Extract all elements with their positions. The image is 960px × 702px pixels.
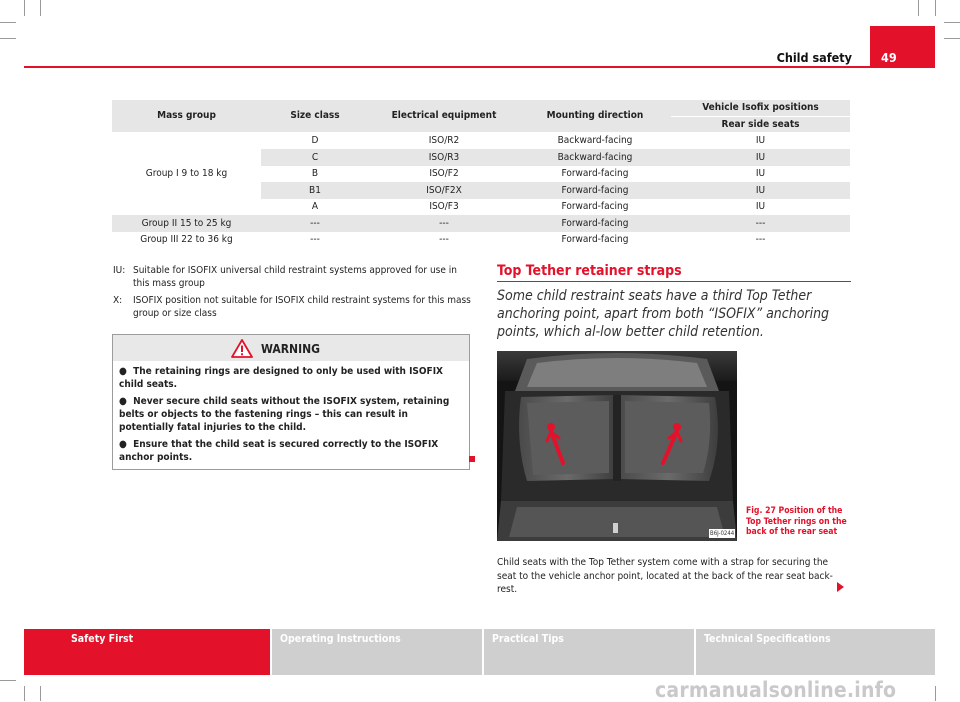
section-title: Top Tether retainer straps [497,263,682,279]
legend-item [113,264,473,290]
table-cell: IU [671,149,850,166]
table-cell: Forward-facing [519,182,671,199]
legend-item [113,294,473,320]
figure-code: B6J-0244 [710,530,735,537]
table-cell: IU [755,168,766,180]
table-cell: Forward-facing [519,215,671,232]
crop-mark [40,686,41,701]
warning-body [113,361,469,464]
tab-technical-specifications[interactable]: Technical Specifications [696,629,935,675]
crop-mark [944,22,960,23]
group-1-label: Group I 9 to 18 kg [112,132,261,215]
legend-key: IU: [113,265,126,276]
crop-mark [935,0,936,16]
crop-mark [918,0,919,16]
table-row [112,215,850,232]
crop-mark [0,680,16,681]
section-end-marker [469,456,475,462]
table-row [112,232,850,249]
table-cell: Forward-facing [561,201,629,213]
table-cell: A [311,201,319,213]
table-cell: ISO/F3 [429,201,459,213]
crop-mark [944,38,960,39]
section-intro: Some child restraint seats have a third Top Tether anchoring point, apart from both “ISOFIX” anchoring points, which al-low better child retention. [497,288,830,340]
continue-arrow-icon [837,582,844,592]
page-number-box [870,26,935,68]
watermark: carmanualsonline.info [655,678,897,702]
table-cell: C [261,149,369,166]
group-2-label: Group II 15 to 25 kg [112,215,261,232]
header-mounting-direction: Mounting direction [519,100,671,132]
legend-text: ISOFIX position not suitable for ISOFIX child restraint systems for this mass group or size class [133,295,471,319]
crop-mark [24,0,25,16]
header-mass-group: Mass group [112,100,261,132]
table-cell: IU [755,135,766,147]
crop-mark [0,22,16,23]
footer-chapter-tabs [24,629,935,675]
isofix-table [112,100,850,248]
table-cell: --- [671,215,850,232]
warning-triangle-icon [231,339,253,362]
header-rule [24,66,870,68]
page-number: 49 [881,50,897,65]
table-cell: ISO/R3 [369,149,519,166]
table-cell: --- [310,234,320,246]
table-cell: --- [439,234,449,246]
page-header-title: Child safety [776,50,852,65]
table-cell: D [311,135,319,147]
section-rule [497,281,851,282]
table-cell: Forward-facing [561,168,629,180]
table-cell: B [311,168,319,180]
warning-box [112,334,470,470]
warning-item: ● Never secure child seats without the ISOFIX system, retaining belts or objects to the fastening rings – this can result in potentially fatal injuries to the child. [119,396,450,433]
legend-key: X: [113,295,123,306]
table-cell: --- [369,215,519,232]
tab-operating-instructions[interactable]: Operating Instructions [272,629,482,675]
table-cell: ISO/F2X [369,182,519,199]
table-cell: IU [755,201,766,213]
crop-mark [24,686,25,701]
figure-rear-seat-image [497,351,737,541]
header-rear-side-seats: Rear side seats [671,116,850,132]
header-vehicle-isofix: Vehicle Isofix positions [671,100,850,116]
table-cell: --- [261,215,369,232]
section-body: Child seats with the Top Tether system come with a strap for securing the seat to the vehicle anchor point, located at the back of the rear seat back-rest. [497,557,833,595]
table-cell: Backward-facing [557,135,633,147]
crop-mark [935,686,936,701]
table-cell: Backward-facing [519,149,671,166]
crop-mark [40,0,41,16]
table-cell: IU [671,182,850,199]
table-cell: Forward-facing [561,234,629,246]
warning-item: ● The retaining rings are designed to only be used with ISOFIX child seats. [119,366,443,390]
warning-title: WARNING [261,342,320,356]
tab-practical-tips[interactable]: Practical Tips [484,629,694,675]
table-row [112,132,850,149]
crop-mark [0,38,16,39]
legend-text: Suitable for ISOFIX universal child restraint systems approved for use in this mass group [133,265,457,289]
header-electrical-equipment: Electrical equipment [369,100,519,132]
table-legend [113,264,473,324]
group-3-label: Group III 22 to 36 kg [140,234,233,246]
header-size-class: Size class [261,100,369,132]
tab-safety-first[interactable]: Safety First [24,629,270,675]
warning-header [113,335,469,361]
table-cell: ISO/F2 [429,168,459,180]
table-cell: --- [755,234,766,246]
table-cell: B1 [261,182,369,199]
table-cell: ISO/R2 [428,135,460,147]
warning-item: ● Ensure that the child seat is secured correctly to the ISOFIX anchor points. [119,439,439,463]
figure-caption: Fig. 27 Position of the Top Tether rings on the back of the rear seat [746,506,847,537]
